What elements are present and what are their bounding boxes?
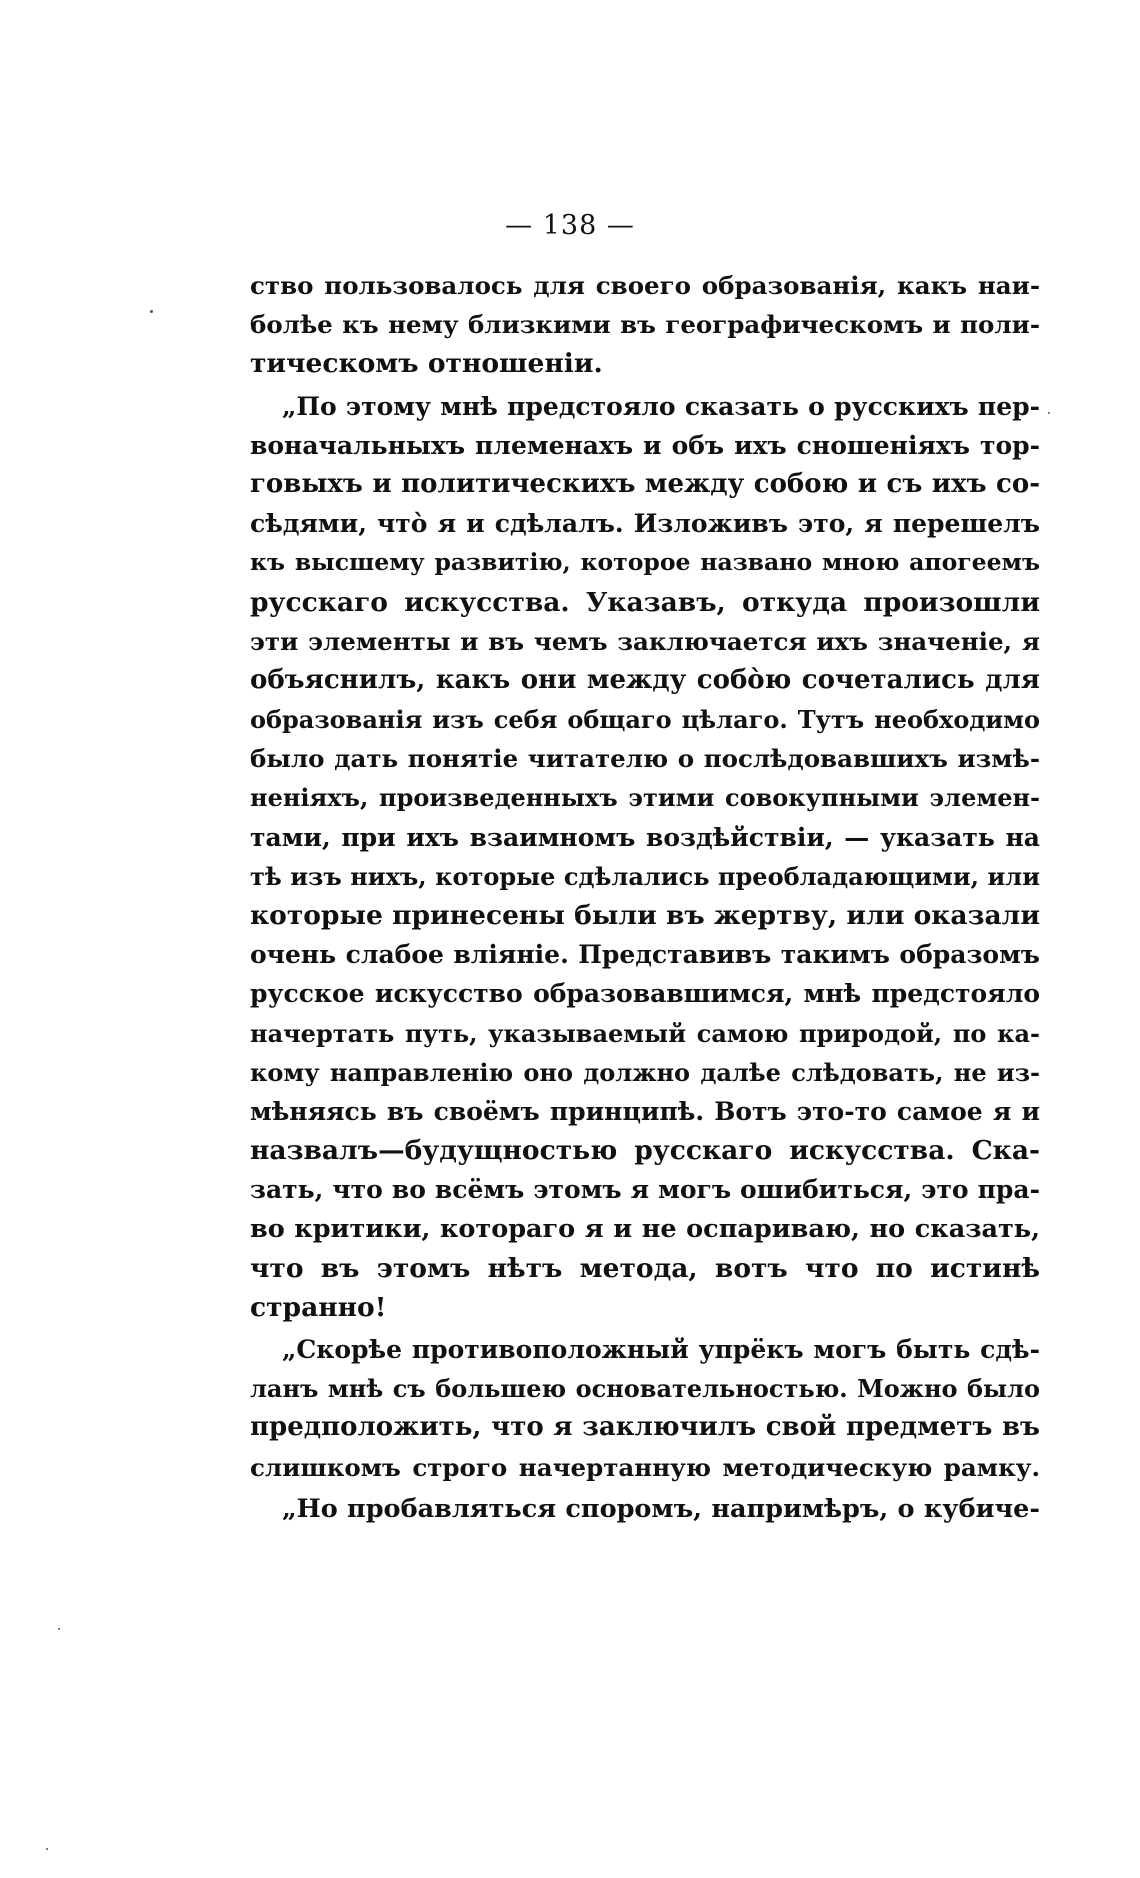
text-line: неніяхъ, произведенныхъ этими совокупными элемен- <box>250 783 1040 813</box>
body-text <box>250 266 1040 1529</box>
text-line: воначальныхъ племенахъ и объ ихъ сношеніяхъ тор- <box>250 430 1040 460</box>
paragraph <box>250 387 1040 1328</box>
scan-speck <box>58 1628 60 1630</box>
text-line: предположить, что я заключилъ свой предметъ въ <box>250 1412 1040 1443</box>
text-line: ланъ мнѣ съ большею основательностью. Можно было <box>250 1374 1040 1404</box>
page-number: — 138 — <box>505 210 635 241</box>
text-line: русскаго искусства. Указавъ, откуда произошли <box>250 586 1040 618</box>
text-line: „Скорѣе противоположный упрёкъ могъ быть сдѣ- <box>282 1335 1040 1365</box>
scan-speck <box>150 310 153 313</box>
text-line: ство пользовалось для своего образованія, какъ наи- <box>250 271 1040 300</box>
text-line: которые принесены были въ жертву, или оказали <box>250 900 1040 931</box>
text-line: тическомъ отношеніи. <box>250 348 603 380</box>
text-line: во критики, котораго я и не оспариваю, но сказать, <box>250 1213 1040 1244</box>
text-line: русское искусство образовавшимся, мнѣ предстояло <box>250 979 1040 1009</box>
text-line: назвалъ—будущностью русскаго искусства. Ска- <box>250 1135 1040 1167</box>
paragraph <box>250 1490 1040 1529</box>
text-line: къ высшему развитію, которое названо мною апогеемъ <box>250 548 1040 577</box>
text-line: очень слабое вліяніе. Представивъ такимъ образомъ <box>250 940 1040 970</box>
paragraph <box>250 266 1040 384</box>
text-line: „Но пробавляться споромъ, напримѣръ, о кубиче- <box>282 1493 1040 1524</box>
text-line: мѣняясь въ своёмъ принципѣ. Вотъ это-то самое я и <box>250 1096 1040 1126</box>
text-line: объяснилъ, какъ они между собо̀ю сочетались для <box>250 664 1040 695</box>
text-line: было дать понятіе читателю о послѣдовавшихъ измѣ- <box>250 744 1040 774</box>
text-line: кому направленію оно должно далѣе слѣдовать, не из- <box>250 1057 1040 1087</box>
scan-speck <box>1048 412 1050 414</box>
text-line: тами, при ихъ взаимномъ воздѣйствіи, — указать на <box>250 822 1040 852</box>
text-line: слишкомъ строго начертанную методическую рамку. <box>250 1452 1040 1482</box>
text-line: сѣдями, что̀ я и сдѣлалъ. Изложивъ это, я перешелъ <box>250 509 1040 539</box>
text-line: что въ этомъ нѣтъ метода, вотъ что по истинѣ <box>250 1252 1040 1284</box>
text-line: эти элементы и въ чемъ заключается ихъ значеніе, я <box>250 626 1040 656</box>
text-line: „По этому мнѣ предстояло сказать о русскихъ пер- <box>282 391 1040 421</box>
paragraph <box>250 1330 1040 1487</box>
text-line: тѣ изъ нихъ, которые сдѣлались преобладающими, или <box>250 861 1040 891</box>
text-line: зать, что во всёмъ этомъ я могъ ошибиться, это пра- <box>250 1175 1040 1205</box>
text-line: болѣе къ нему близкими въ географическомъ и поли- <box>250 310 1040 340</box>
text-line: странно! <box>250 1291 387 1323</box>
scan-speck <box>46 1848 48 1850</box>
text-line: образованія изъ себя общаго цѣлаго. Тутъ необходимо <box>250 705 1040 735</box>
text-line: начертать путь, указываемый самою природой, по ка- <box>250 1018 1040 1048</box>
text-line: говыхъ и политическихъ между собою и съ ихъ со- <box>250 468 1040 499</box>
